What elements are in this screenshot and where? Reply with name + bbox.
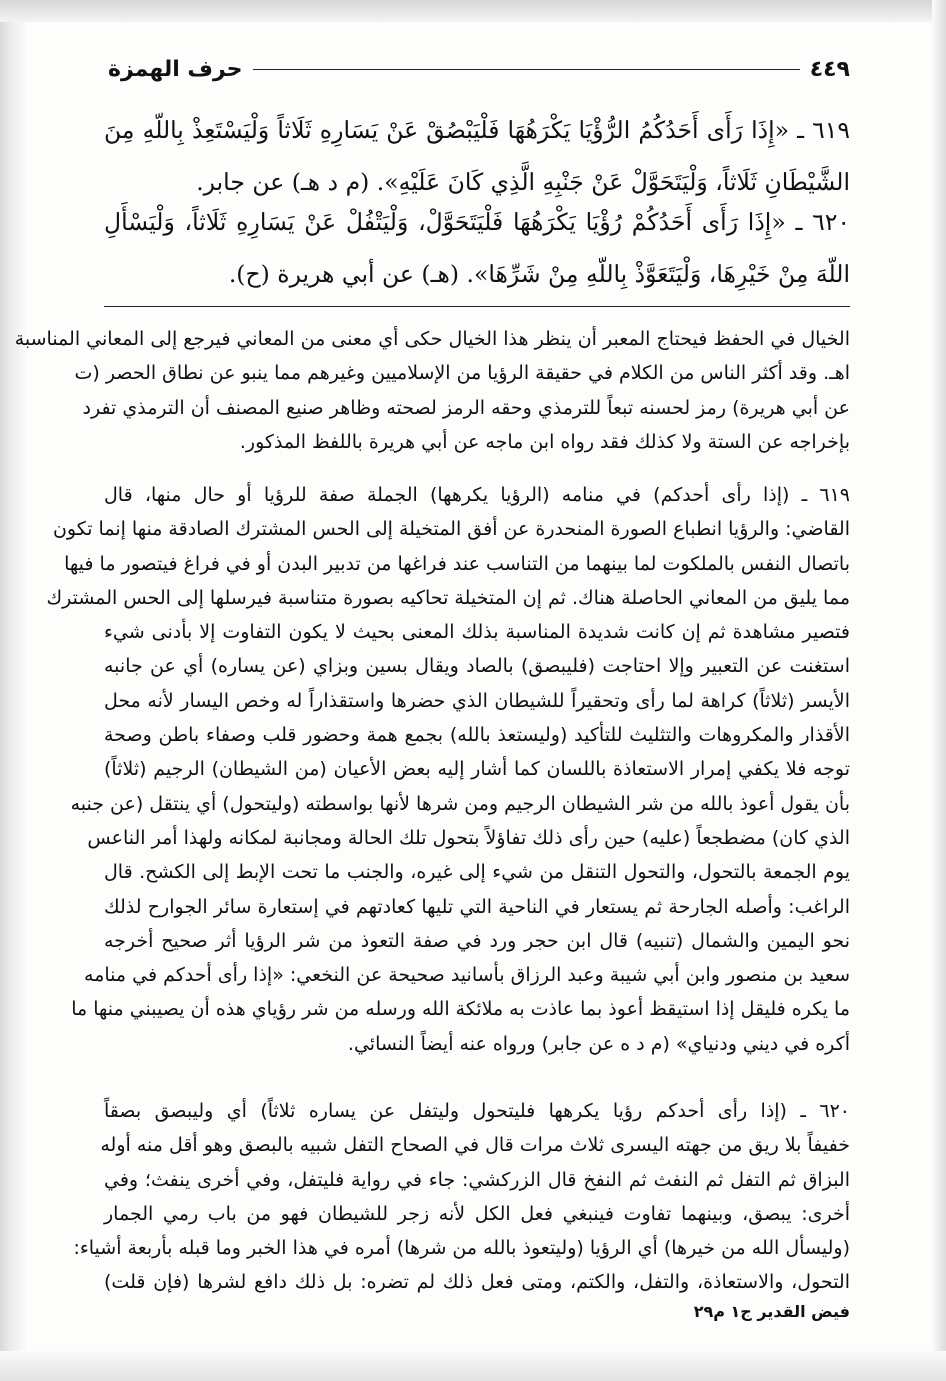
- commentary-line: (وليسأل الله من خيرها) أي الرؤيا (وليتعوذ بالله من شرها) أمره في هذا الخبر وما قبله بأربعة أشياء:: [73, 1237, 850, 1260]
- commentary-line: باتصال النفس بالملكوت لما بينهما من التناسب عند فراغها من تدبير البدن أو في فراغ فيتصور ما فيها: [64, 552, 850, 575]
- commentary-line: البزاق ثم التفل ثم النفث ثم النفخ قال الزركشي: جاء في رواية فليتفل، وفي أخرى ينفث؛ وفي: [104, 1168, 850, 1191]
- commentary-line: أكره في ديني ودنياي» (م د ه عن جابر) ورواه عنه أيضاً النسائي.: [347, 1032, 850, 1055]
- page-number: ٤٤٩: [809, 56, 850, 82]
- commentary-line: ٦١٩ ـ (إذا رأى أحدكم) في منامه (الرؤيا يكرهها) الجملة صفة للرؤيا أو حال منها، قال: [104, 484, 850, 506]
- hadith-line: اللّهَ مِنْ خَيْرِهَا، وَلْيَتَعَوَّذْ بِاللّهِ مِنْ شَرِّهَا». (هـ) عن أبي هريرة (ح).: [228, 260, 850, 288]
- scan-edge-top: [0, 0, 946, 22]
- commentary-line: بأن يقول أعوذ بالله من شر الشيطان الرجيم ومن شرها لأنها بواسطته (وليتحول) أي ينتقل (عن جنبه: [70, 792, 850, 815]
- commentary-line: ما يكره فليقل إذا استيقظ أعوذ بما عاذت به ملائكة الله ورسله من شر رؤياي هذه أن يصيبني منها ما: [71, 998, 850, 1021]
- commentary-line: أخرى: يبصق، وبينهما تفاوت فينبغي فعل الكل لأنه زجر للشيطان فهو من باب رمي الجمار: [104, 1202, 850, 1225]
- hadith-620: [104, 196, 850, 300]
- scan-edge-bottom: [0, 1351, 946, 1381]
- hadith-619: [104, 104, 850, 208]
- commentary-line: الخيال في الحفظ فيحتاج المعبر أن ينظر هذا الخيال حكى أي معنى من المعاني فيرجع إلى المعاني المناسبة: [14, 328, 850, 350]
- hadith-line: ٦٢٠ ـ «إِذَا رَأَى أَحَدُكُمْ رُؤْيَا يَكْرَهُهَا فَلْيَتَحَوَّلْ، وَلْيَتْفُلْ عَنْ يَسَارِهِ ثَلَاثاً، وَلْيَسْأَلِ: [104, 208, 850, 236]
- commentary-line: فتصير مشاهدة ثم إن كانت شديدة المناسبة بذلك المعنى بحيث لا يكون التفاوت إلا بأدنى شيء: [104, 621, 850, 644]
- commentary-line: يوم الجمعة بالتحول، والتحول التنقل من شيء إلى غيره، والجنب ما تحت الإبط إلى الكشح. قال: [104, 861, 850, 884]
- commentary-line: بإخراجه عن الستة ولا كذلك فقد رواه ابن ماجه عن أبي هريرة باللفظ المذكور.: [239, 430, 850, 453]
- hadith-line: ٦١٩ ـ «إِذَا رَأَى أَحَدُكُمُ الرُّؤْيَا يَكْرَهُهَا فَلْيَبْصُقْ عَنْ يَسَارِهِ ثَلَاثاً وَلْيَسْتَعِذْ بِاللّهِ مِنَ: [104, 116, 850, 144]
- scan-edge-left: [0, 0, 26, 1381]
- commentary-620: [73, 1094, 850, 1300]
- commentary-619: [46, 478, 850, 1061]
- commentary-line: توجه فلا يكفي إمرار الاستعاذة باللسان كما أشار إليه بعض الأعيان (من الشيطان) الرجيم (ثلاثاً): [104, 758, 850, 781]
- commentary-line: الأقذار والمكروهات والتثليث للتأكيد (وليستعذ بالله) بجمع همة وحضور قلب وصفاء باطن وصحة: [104, 724, 850, 747]
- commentary-line: القاضي: والرؤيا انطباع الصورة المنحدرة عن أفق المتخيلة إلى الحس المشترك الصادقة منها إنما تكون: [52, 518, 850, 541]
- commentary-line: ٦٢٠ ـ (إذا رأى أحدكم رؤيا يكرهها فليتحول وليتفل عن يساره ثلاثاً) أي وليبصق بصقاً: [104, 1100, 850, 1122]
- commentary-line: التحول، والاستعاذة، والتفل، والكتم، ومتى فعل ذلك لم تضره: بل ذلك دافع لشرها (فإن قلت): [104, 1271, 850, 1294]
- commentary-line: عن أبي هريرة) رمز لحسنه تبعاً للترمذي وحقه الرمز لصحته وظاهر صنيع المصنف أن الترمذي تفرد: [82, 396, 850, 419]
- commentary-line: اهـ. وقد أكثر الناس من الكلام في حقيقة الرؤيا من الإسلاميين وغيرهم مما ينبو عن نطاق الحصر (ت: [74, 362, 850, 385]
- commentary-line: مما يليق من المعاني الحاصلة هناك. ثم إن المتخيلة تحاكيه بصورة متناسبة فيرسلها إلى الحس المشترك: [46, 586, 850, 609]
- commentary-line: سعيد بن منصور وابن أبي شيبة وعبد الرزاق بأسانيد صحيحة عن النخعي: «إذا رأى أحدكم في منامه: [84, 964, 850, 987]
- commentary-line: استغنت عن التعبير وإلا احتاجت (فليبصق) بالصاد ويقال بسين وبزاي (عن يساره) أي عن جانبه: [104, 655, 850, 678]
- signature-mark: فيض القدير ج١ م٢٩: [693, 1302, 850, 1321]
- commentary-line: خفيفاً بلا ريق من جهته اليسرى ثلاث مرات قال في الصحاح التفل شبيه بالبصق وهو أقل منه أوله: [100, 1134, 850, 1157]
- header-rule: [253, 69, 800, 70]
- commentary-block: [14, 322, 850, 459]
- commentary-line: نحو اليمين والشمال (تنبيه) قال ابن حجر ورد في صفة التعوذ من شر الرؤيا أثر صحيح أخرجه: [104, 929, 850, 952]
- chapter-title: حرف الهمزة: [108, 56, 243, 82]
- commentary-line: الراغب: وأصله الجارحة ثم يستعار في الناحية التي تليها كعادتهم في إستعارة سائر الجوارح لذلك: [104, 895, 850, 918]
- commentary-line: الأيسر (ثلاثاً) كراهة لما رأى وتحقيراً للشيطان الذي حضرها واستقذاراً له وخص اليسار لأنه محل: [104, 689, 850, 712]
- text-divider: [104, 306, 850, 307]
- commentary-line: الذي كان) مضطجعاً (عليه) حين رأى ذلك تفاؤلاً بتحول تلك الحالة ومجانبة لمكانه ولهذا أمر الناعس: [87, 826, 850, 849]
- hadith-line: الشَّيْطَانِ ثَلَاثاً، وَلْيَتَحَوَّلْ عَنْ جَنْبِهِ الَّذِي كَانَ عَلَيْهِ». (م د هـ) عن جابر.: [196, 168, 850, 196]
- scan-edge-right: [932, 0, 946, 1381]
- running-header: [108, 52, 850, 86]
